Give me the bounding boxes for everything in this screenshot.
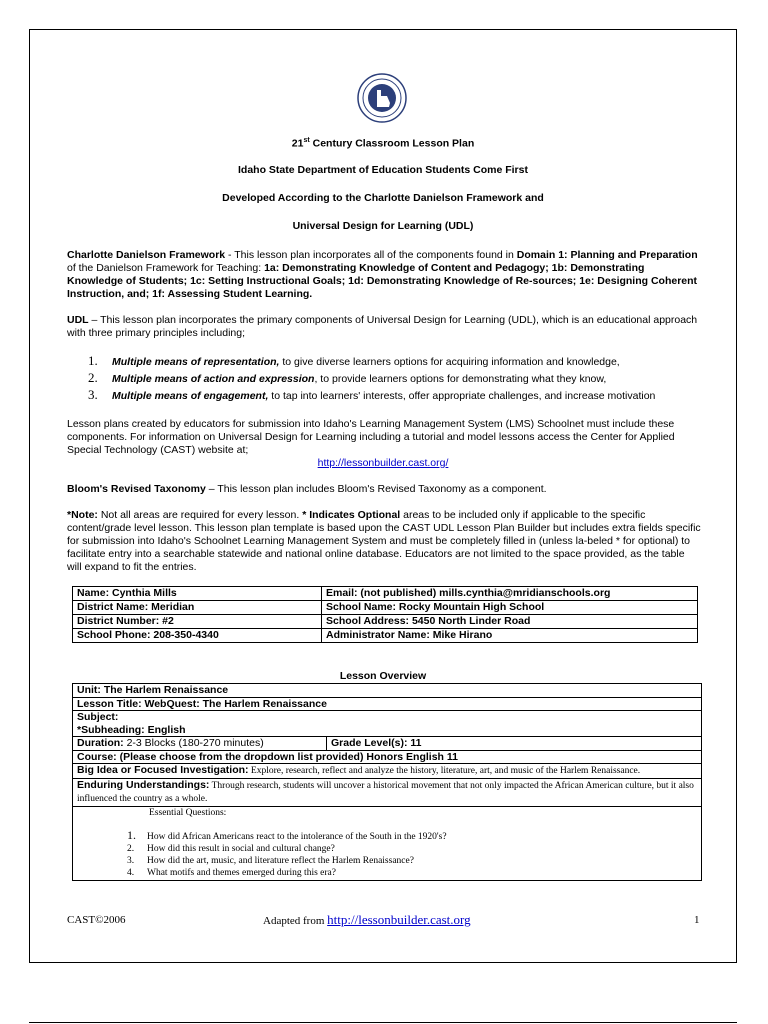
school-name-cell: School Name: Rocky Mountain High School (322, 601, 698, 615)
bottom-divider (29, 1022, 737, 1023)
table-row (73, 629, 698, 643)
grade-level-cell: Grade Level(s): 11 (327, 737, 702, 751)
enduring-understandings-cell: Enduring Understandings: Through research, students will uncover a historical movement that not only impacted the African American culture, but it also influenced the country as a whole. (73, 778, 702, 806)
school-phone-cell: School Phone: 208-350-4340 (73, 629, 322, 643)
list-item: 1. How did African Americans react to the intolerance of the South in the 1920's? (127, 827, 447, 842)
title-line-2: Idaho State Department of Education Students Come First (238, 164, 528, 176)
table-row (73, 615, 698, 629)
table-row (73, 764, 702, 779)
unit-cell: Unit: The Harlem Renaissance (73, 684, 702, 698)
table-row (73, 750, 702, 764)
list-item: 1. Multiple means of representation, to give diverse learners options for acquiring information and knowledge, (88, 353, 620, 368)
table-row (73, 601, 698, 615)
essential-questions-cell: Essential Questions: 1. How did African Americans react to the intolerance of the South in the 1920's? 2. How did this result in social and cultural change? 3. How did the art, music, and literature reflect the Harlem Renaissance? 4. What motifs and themes emerged during this era? (73, 806, 702, 880)
table-row (73, 711, 702, 737)
lesson-title-cell: Lesson Title: WebQuest: The Harlem Renaissance (73, 697, 702, 711)
duration-cell: Duration: 2-3 Blocks (180-270 minutes) (73, 737, 327, 751)
lesson-overview-title: Lesson Overview (339, 670, 427, 682)
danielson-paragraph: Charlotte Danielson Framework - This lesson plan incorporates all of the components found in Domain 1: Planning and Preparation of the Danielson Framework for Teaching: 1a: Demonstrating Knowledge of Content and Pedagogy; 1b: Demonstrating Knowledge of Students; 1c: Setting Instructional Goals; 1d: Demonstrating Knowledge of Re-sources; 1e: Designing Coherent Instruction, and; 1f: Assessing Student Learning. (67, 249, 698, 300)
table-row (73, 778, 702, 806)
cast-link-line (29, 457, 737, 469)
table-row (73, 737, 702, 751)
school-address-cell: School Address: 5450 North Linder Road (322, 615, 698, 629)
list-item: 2. Multiple means of action and expression, to provide learners options for demonstrating what they know, (88, 370, 607, 385)
big-idea-cell: Big Idea or Focused Investigation: Explore, research, reflect and analyze the history, literature, art, and music of the Harlem Renaissance. (73, 764, 702, 779)
footer-link[interactable]: http://lessonbuilder.cast.org (327, 912, 471, 927)
table-row (73, 684, 702, 698)
district-number-cell: District Number: #2 (73, 615, 322, 629)
table-row (73, 697, 702, 711)
lesson-overview-table (72, 683, 702, 881)
udl-paragraph: UDL – This lesson plan incorporates the primary components of Universal Design for Learning (UDL), which is an educational approach with three primary principles including; (67, 314, 698, 339)
list-item: 3. Multiple means of engagement, to tap into learners' interests, offer appropriate challenges, and increase motivation (88, 387, 656, 402)
list-item: 3. How did the art, music, and literature reflect the Harlem Renaissance? (127, 855, 414, 866)
footer-adapted: Adapted from http://lessonbuilder.cast.org (263, 912, 471, 927)
list-item: 4. What motifs and themes emerged during this era? (127, 867, 336, 878)
lms-paragraph: Lesson plans created by educators for submission into Idaho's Learning Management System (LMS) Schoolnet must include these components. For information on Universal Design for Learning including a tutorial and model lessons access the Center for Applied Special Technology (CAST) website at; (67, 418, 675, 456)
title-line-1: 21st Century Classroom Lesson Plan (291, 137, 475, 150)
list-item: 2. How did this result in social and cultural change? (127, 843, 335, 854)
title-line-3: Developed According to the Charlotte Danielson Framework and (222, 192, 544, 204)
title-line-4: Universal Design for Learning (UDL) (292, 220, 474, 232)
footer-copyright: CAST©2006 (67, 914, 126, 926)
note-paragraph: *Note: Not all areas are required for every lesson. * Indicates Optional areas to be included only if applicable to the specific content/grade level lesson. This lesson plan template is based upon the CAST UDL Lesson Plan Builder but includes extra fields specific for submission into Idaho's Schoolnet Learning Management System and must be completely filled in (unless la-beled * for optional) to facilitate entry into a searchable statewide and national online database. Educators are not limited to the space provided, as the table will expand to fit the entries. (67, 509, 701, 573)
subject-cell: Subject: *Subheading: English (73, 711, 702, 737)
table-row (73, 587, 698, 601)
contact-table (72, 586, 698, 643)
cast-link[interactable]: http://lessonbuilder.cast.org/ (317, 457, 449, 469)
email-cell: Email: (not published) mills.cynthia@mridianschools.org (322, 587, 698, 601)
udl-principles-list (88, 352, 708, 403)
name-cell: Name: Cynthia Mills (73, 587, 322, 601)
administrator-cell: Administrator Name: Mike Hirano (322, 629, 698, 643)
course-cell: Course: (Please choose from the dropdown list provided) Honors English 11 (73, 750, 702, 764)
page-number: 1 (694, 914, 700, 926)
table-row (73, 806, 702, 880)
seal-icon (357, 73, 407, 123)
bloom-paragraph: Bloom's Revised Taxonomy – This lesson plan includes Bloom's Revised Taxonomy as a component. (67, 483, 547, 495)
district-name-cell: District Name: Meridian (73, 601, 322, 615)
